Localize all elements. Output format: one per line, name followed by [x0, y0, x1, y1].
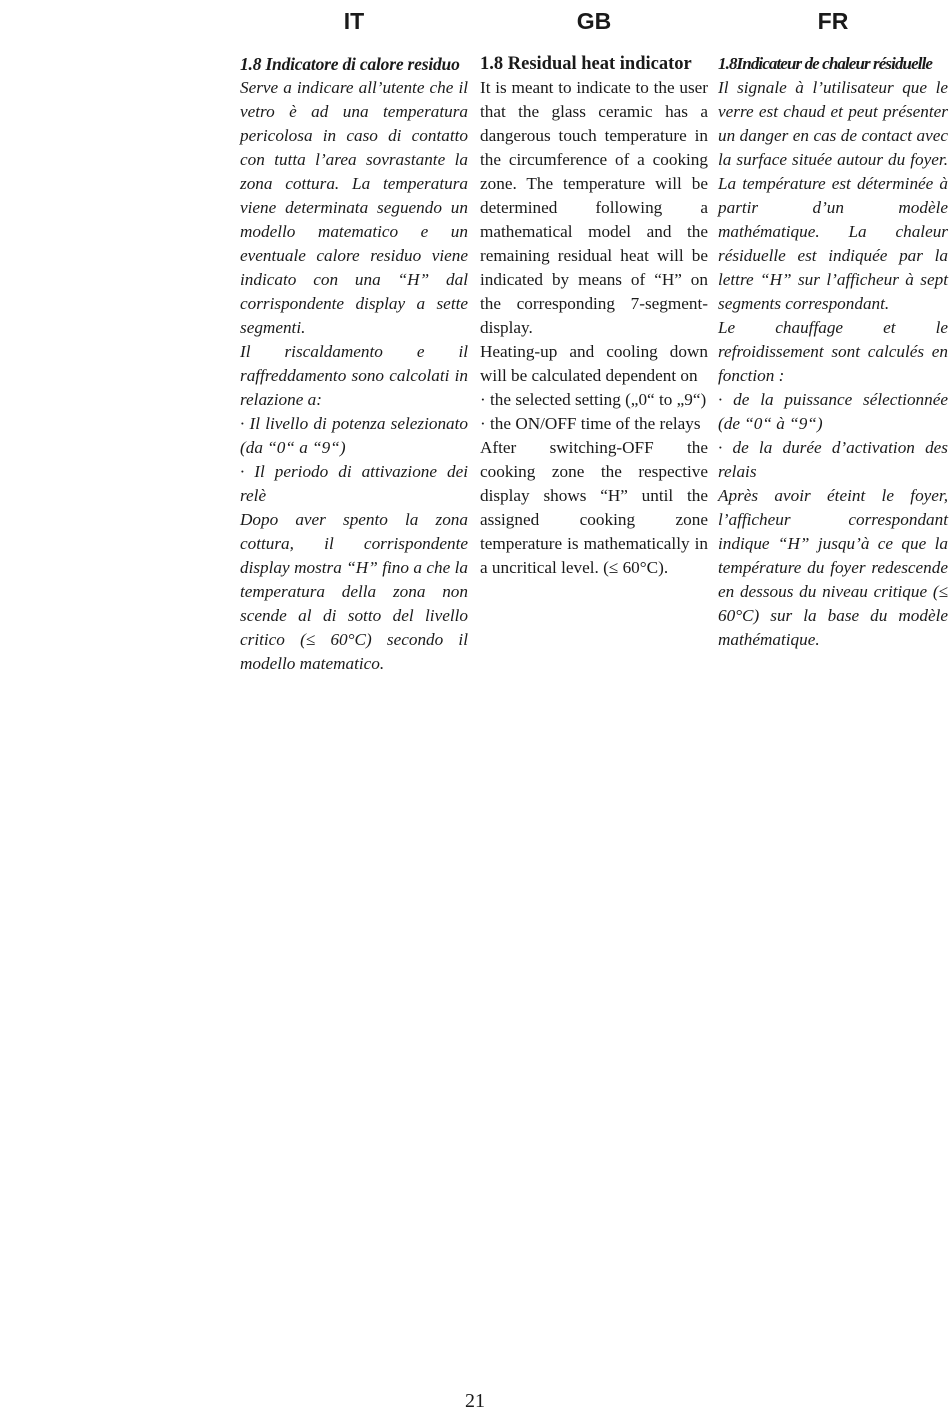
- language-header-it: IT: [343, 8, 365, 34]
- paragraph-fr-intro: Il signale à l’utilisateur que le verre est chaud et peut présenter un danger en cas de contact avec la surface située autour du foyer. La température est déterminée à partir d’un modèle mathématique. La chaleur résiduelle est indiquée par la lettre “H” sur l’afficheur à sept segments correspondant.: [718, 78, 948, 313]
- english-column: [480, 52, 708, 580]
- french-column: [718, 52, 948, 652]
- paragraph-gb-intro: It is meant to indicate to the user that the glass ceramic has a dangerous touch temperature in the circumference of a cooking zone. The temperature will be determined following a mathematical model and the remaining residual heat will be indicated by means of “H” on the corresponding 7-segment-display.: [480, 78, 708, 337]
- list-item-fr-relay: · de la durée d’activation des relais: [718, 438, 948, 481]
- list-item-it-relay: · Il periodo di attivazione dei relè: [240, 462, 468, 505]
- paragraph-gb-after: After switching-OFF the cooking zone the respective display shows “H” until the assigned cooking zone temperature is mathematically in a uncritical level. (≤ 60°C).: [480, 438, 708, 577]
- paragraph-it-after: Dopo aver spento la zona cottura, il corrispondente display mostra “H” fino a che la temperatura della zona non scende al di sotto del livello critico (≤ 60°C) secondo il modello matematico.: [240, 510, 468, 673]
- list-item-it-power: · Il livello di potenza selezionato (da “0“ a “9“): [240, 414, 468, 457]
- list-item-gb-setting: · the selected setting („0“ to „9“): [480, 390, 707, 409]
- language-header-fr: FR: [817, 8, 849, 34]
- section-heading-fr: 1.8Indicateur de chaleur résiduelle: [718, 54, 933, 73]
- paragraph-it-calc: Il riscaldamento e il raffreddamento sono calcolati in relazione a:: [240, 342, 468, 409]
- language-header-gb: GB: [576, 8, 612, 34]
- page-number: 21: [465, 1390, 485, 1412]
- paragraph-fr-after: Après avoir éteint le foyer, l’afficheur correspondant indique “H” jusqu’à ce que la température du foyer redescende en dessous du niveau critique (≤ 60°C) sur la base du modèle mathématique.: [718, 486, 948, 649]
- list-item-gb-relay: · the ON/OFF time of the relays: [480, 414, 701, 433]
- list-item-fr-power: · de la puissance sélectionnée (de “0“ à “9“): [718, 390, 948, 433]
- paragraph-fr-calc: Le chauffage et le refroidissement sont calculés en fonction :: [718, 318, 948, 385]
- italian-column: [240, 52, 468, 676]
- paragraph-it-intro: Serve a indicare all’utente che il vetro è ad una temperatura pericolosa in caso di contatto con tutta l’area sovrastante la zona cottura. La temperatura viene determinata seguendo un modello matematico e un eventuale calore residuo viene indicato con una “H” dal corrispondente display a sette segmenti.: [240, 78, 468, 337]
- paragraph-gb-calc: Heating-up and cooling down will be calculated dependent on: [480, 342, 708, 385]
- section-heading-gb: 1.8 Residual heat indicator: [480, 54, 692, 74]
- section-heading-it: 1.8 Indicatore di calore residuo: [240, 54, 460, 74]
